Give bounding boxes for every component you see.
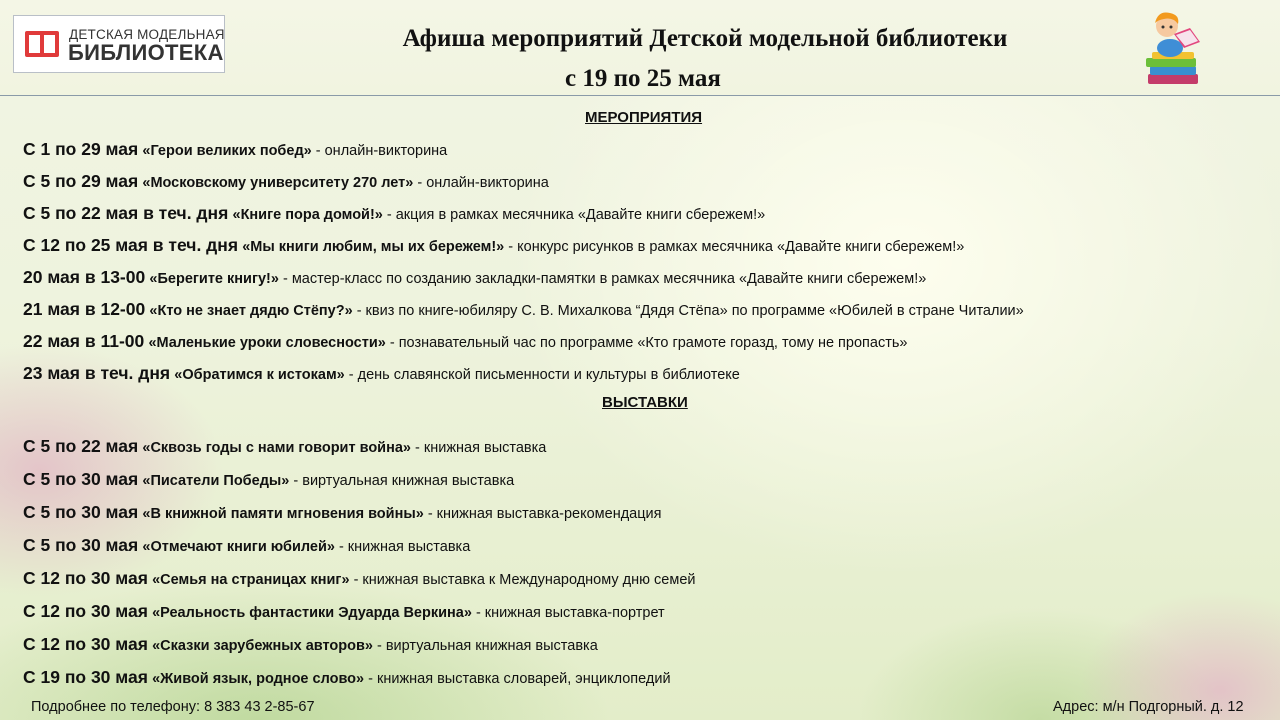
header xyxy=(0,0,1280,96)
event-name: «Герои великих побед» xyxy=(142,143,312,159)
event-description: - квиз по книге-юбиляру С. В. Михалкова “Дядя Стёпа» по программе «Юбилей в стране Читалии» xyxy=(352,303,1024,319)
exhibition-name: «Отмечают книги юбилей» xyxy=(142,539,335,555)
exhibition-description: - книжная выставка к Международному дню семей xyxy=(349,572,696,588)
open-book-icon xyxy=(24,28,60,60)
event-item xyxy=(23,330,907,354)
exhibition-name: «Реальность фантастики Эдуарда Веркина» xyxy=(152,605,472,621)
event-name: «Обратимся к истокам» xyxy=(174,367,345,383)
exhibition-date: С 12 по 30 мая xyxy=(23,634,148,654)
exhibition-item xyxy=(23,468,514,492)
event-name: «Московскому университету 270 лет» xyxy=(142,175,414,191)
exhibition-name: «В книжной памяти мгновения войны» xyxy=(142,506,424,522)
event-name: «Берегите книгу!» xyxy=(149,271,279,287)
exhibition-description: - книжная выставка-рекомендация xyxy=(423,506,662,522)
page-title: Афиша мероприятий Детской модельной библиотеки xyxy=(402,25,1008,52)
event-description: - день славянской письменности и культуры в библиотеке xyxy=(344,367,740,383)
events-section-title: МЕРОПРИЯТИЯ xyxy=(585,109,703,126)
event-date: С 5 по 22 мая в теч. дня xyxy=(23,203,229,223)
event-date: 21 мая в 12-00 xyxy=(23,299,146,319)
event-item xyxy=(23,234,964,258)
exhibition-item xyxy=(23,666,671,690)
exhibition-date: С 19 по 30 мая xyxy=(23,667,148,687)
event-name: «Кто не знает дядю Стёпу?» xyxy=(149,303,353,319)
exhibition-date: С 5 по 30 мая xyxy=(23,469,139,489)
page-subtitle-dates: с 19 по 25 мая xyxy=(565,65,721,92)
exhibition-date: С 12 по 30 мая xyxy=(23,601,148,621)
exhibition-date: С 12 по 30 мая xyxy=(23,568,148,588)
exhibition-date: С 5 по 30 мая xyxy=(23,535,139,555)
event-name: «Маленькие уроки словесности» xyxy=(148,335,386,351)
event-date: С 5 по 29 мая xyxy=(23,171,139,191)
exhibition-description: - книжная выставка xyxy=(411,440,547,456)
exhibition-date: С 5 по 30 мая xyxy=(23,502,139,522)
exhibition-description: - виртуальная книжная выставка xyxy=(372,638,598,654)
exhibitions-section-title: ВЫСТАВКИ xyxy=(602,394,688,411)
exhibition-date: С 5 по 22 мая xyxy=(23,436,139,456)
exhibition-name: «Сказки зарубежных авторов» xyxy=(152,638,373,654)
event-item xyxy=(23,202,765,226)
logo-text-line2: БИБЛИОТЕКА xyxy=(68,40,224,65)
exhibition-name: «Семья на страницах книг» xyxy=(152,572,350,588)
exhibition-item xyxy=(23,567,695,591)
footer-phone: Подробнее по телефону: 8 383 43 2-85-67 xyxy=(31,699,315,715)
event-name: «Книге пора домой!» xyxy=(232,207,383,223)
event-description: - акция в рамках месячника «Давайте книги сбережем!» xyxy=(382,207,766,223)
exhibition-item xyxy=(23,501,661,525)
event-description: - онлайн-викторина xyxy=(413,175,549,191)
event-date: 20 мая в 13-00 xyxy=(23,267,146,287)
event-date: С 1 по 29 мая xyxy=(23,139,139,159)
event-description: - онлайн-викторина xyxy=(311,143,448,159)
event-description: - мастер-класс по созданию закладки-памятки в рамках месячника «Давайте книги сбережем!» xyxy=(278,271,927,287)
event-description: - конкурс рисунков в рамках месячника «Давайте книги сбережем!» xyxy=(504,239,965,255)
library-logo xyxy=(13,15,225,73)
event-item xyxy=(23,170,549,194)
exhibition-description: - книжная выставка-портрет xyxy=(471,605,665,621)
event-item xyxy=(23,266,926,290)
exhibition-name: «Сквозь годы с нами говорит война» xyxy=(142,440,411,456)
exhibition-description: - виртуальная книжная выставка xyxy=(289,473,515,489)
event-name: «Мы книги любим, мы их бережем!» xyxy=(242,239,505,255)
event-item xyxy=(23,362,740,386)
exhibition-name: «Живой язык, родное слово» xyxy=(152,671,365,687)
exhibition-item xyxy=(23,633,598,657)
event-date: С 12 по 25 мая в теч. дня xyxy=(23,235,239,255)
event-item xyxy=(23,298,1024,322)
event-item xyxy=(23,138,447,162)
exhibition-item xyxy=(23,534,470,558)
exhibition-description: - книжная выставка xyxy=(334,539,471,555)
event-date: 23 мая в теч. дня xyxy=(23,363,171,383)
footer-address: Адрес: м/н Подгорный. д. 12 xyxy=(1053,699,1244,715)
child-reading-books-icon xyxy=(1140,8,1208,92)
exhibition-name: «Писатели Победы» xyxy=(142,473,290,489)
event-description: - познавательный час по программе «Кто грамоте горазд, тому не пропасть» xyxy=(385,335,908,351)
exhibition-item xyxy=(23,600,665,624)
exhibition-description: - книжная выставка словарей, энциклопедий xyxy=(364,671,671,687)
logo-text-line1: ДЕТСКАЯ МОДЕЛЬНАЯ xyxy=(69,27,225,42)
exhibition-item xyxy=(23,435,546,459)
event-date: 22 мая в 11-00 xyxy=(23,331,145,351)
